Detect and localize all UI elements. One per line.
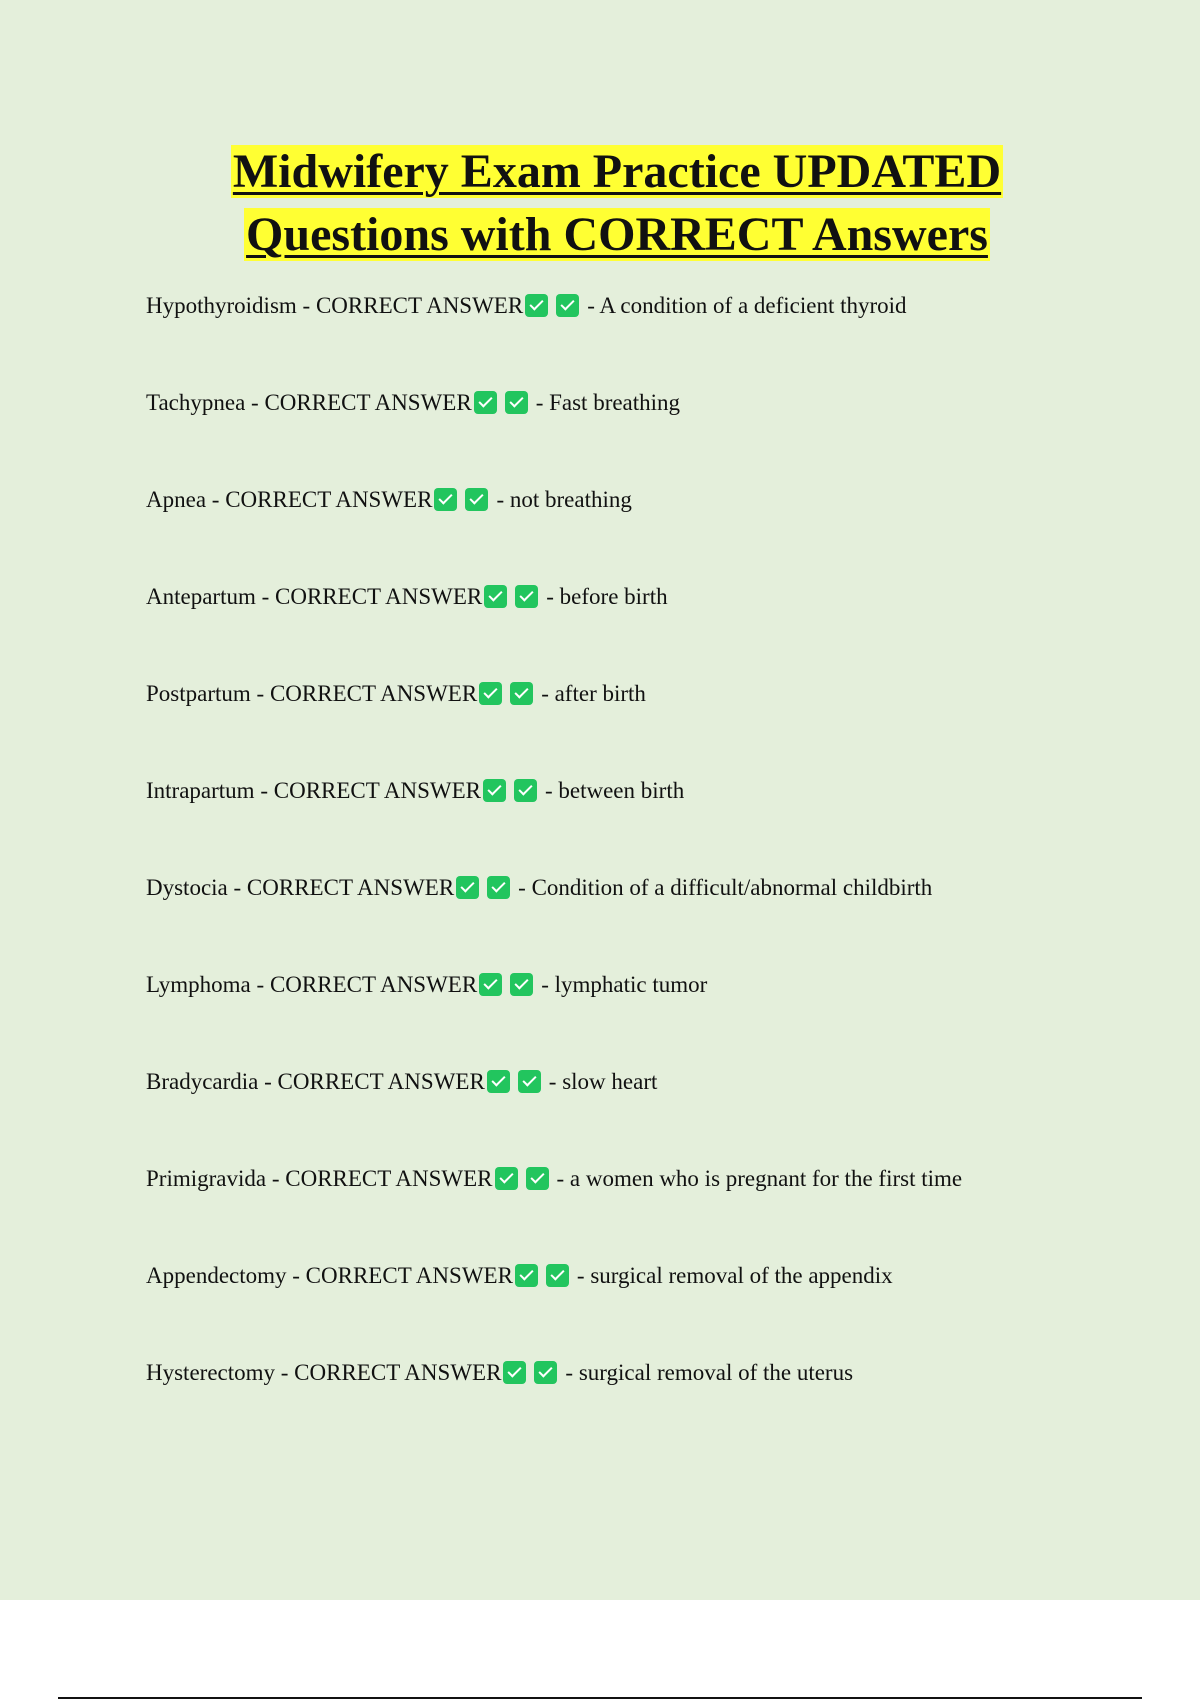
entry-term: Tachypnea [146,390,246,415]
entry-definition: - slow heart [548,1069,658,1094]
qa-entry [146,1353,853,1393]
entry-term: Antepartum [146,584,256,609]
entry-answer-label: - CORRECT ANSWER [254,778,481,803]
check-mark-button-icon [483,779,506,802]
entry-term: Apnea [146,487,207,512]
check-mark-button-icon [503,1361,526,1384]
entry-term: Primigravida [146,1166,267,1191]
entry-answer-label: - CORRECT ANSWER [275,1360,502,1385]
check-mark-button-icon [484,585,507,608]
check-mark-button-icon [510,973,533,996]
check-mark-button-icon [514,779,537,802]
entry-answer-label: - CORRECT ANSWER [227,875,455,900]
qa-entry [146,480,632,520]
check-mark-button-icon [515,1264,538,1287]
entry-term: Hypothyroidism [146,293,297,318]
entry-definition: - not breathing [496,487,632,512]
check-mark-button-icon [505,391,528,414]
entry-definition: - surgical removal of the uterus [565,1360,854,1385]
entry-definition: - before birth [546,584,668,609]
entry-answer-label: - CORRECT ANSWER [245,390,472,415]
qa-entry [146,1256,893,1296]
entry-term: Hysterectomy [146,1360,276,1385]
entry-term: Bradycardia [146,1069,259,1094]
entry-answer-label: - CORRECT ANSWER [296,293,524,318]
check-mark-button-icon [515,585,538,608]
entry-answer-label: - CORRECT ANSWER [286,1263,513,1288]
check-mark-button-icon [556,294,579,317]
qa-entry [146,965,707,1005]
footer-divider [58,1697,1142,1699]
entry-definition: - Condition of a difficult/abnormal childbirth [518,875,933,900]
check-mark-button-icon [525,294,548,317]
entry-term: Dystocia [146,875,228,900]
entry-answer-label: - CORRECT ANSWER [255,584,483,609]
check-mark-button-icon [456,876,479,899]
entry-definition: - Fast breathing [535,390,681,415]
check-mark-button-icon [546,1264,569,1287]
check-mark-button-icon [534,1361,557,1384]
entry-definition: - surgical removal of the appendix [576,1263,893,1288]
entry-term: Appendectomy [146,1263,287,1288]
check-mark-button-icon [510,682,533,705]
entry-answer-label: - CORRECT ANSWER [250,681,478,706]
qa-entry [146,771,684,811]
check-mark-button-icon [465,488,488,511]
check-mark-button-icon [474,391,497,414]
document-title [0,140,1200,266]
qa-entry [146,1159,962,1199]
check-mark-button-icon [495,1167,518,1190]
entry-term: Intrapartum [146,778,255,803]
entry-answer-label: - CORRECT ANSWER [266,1166,493,1191]
entry-answer-label: - CORRECT ANSWER [250,972,478,997]
qa-entry [146,286,907,326]
check-mark-button-icon [526,1167,549,1190]
entry-definition: - a women who is pregnant for the first time [556,1166,963,1191]
page-footer [0,1600,1200,1700]
entry-definition: - after birth [541,681,646,706]
check-mark-button-icon [487,876,510,899]
check-mark-button-icon [487,1070,510,1093]
qa-entry [146,674,646,714]
entry-definition: - A condition of a deficient thyroid [587,293,907,318]
title-line-2: Questions with CORRECT Answers [246,208,988,261]
qa-entry [146,868,932,908]
qa-entry [146,577,668,617]
title-line-1: Midwifery Exam Practice UPDATED [232,145,1002,198]
qa-entry [146,1062,657,1102]
qa-entry [146,383,680,423]
check-mark-button-icon [518,1070,541,1093]
entry-answer-label: - CORRECT ANSWER [206,487,433,512]
entry-definition: - between birth [544,778,685,803]
entry-definition: - lymphatic tumor [541,972,708,997]
check-mark-button-icon [434,488,457,511]
entry-term: Postpartum [146,681,251,706]
entry-answer-label: - CORRECT ANSWER [258,1069,485,1094]
check-mark-button-icon [479,973,502,996]
check-mark-button-icon [479,682,502,705]
entry-term: Lymphoma [146,972,251,997]
